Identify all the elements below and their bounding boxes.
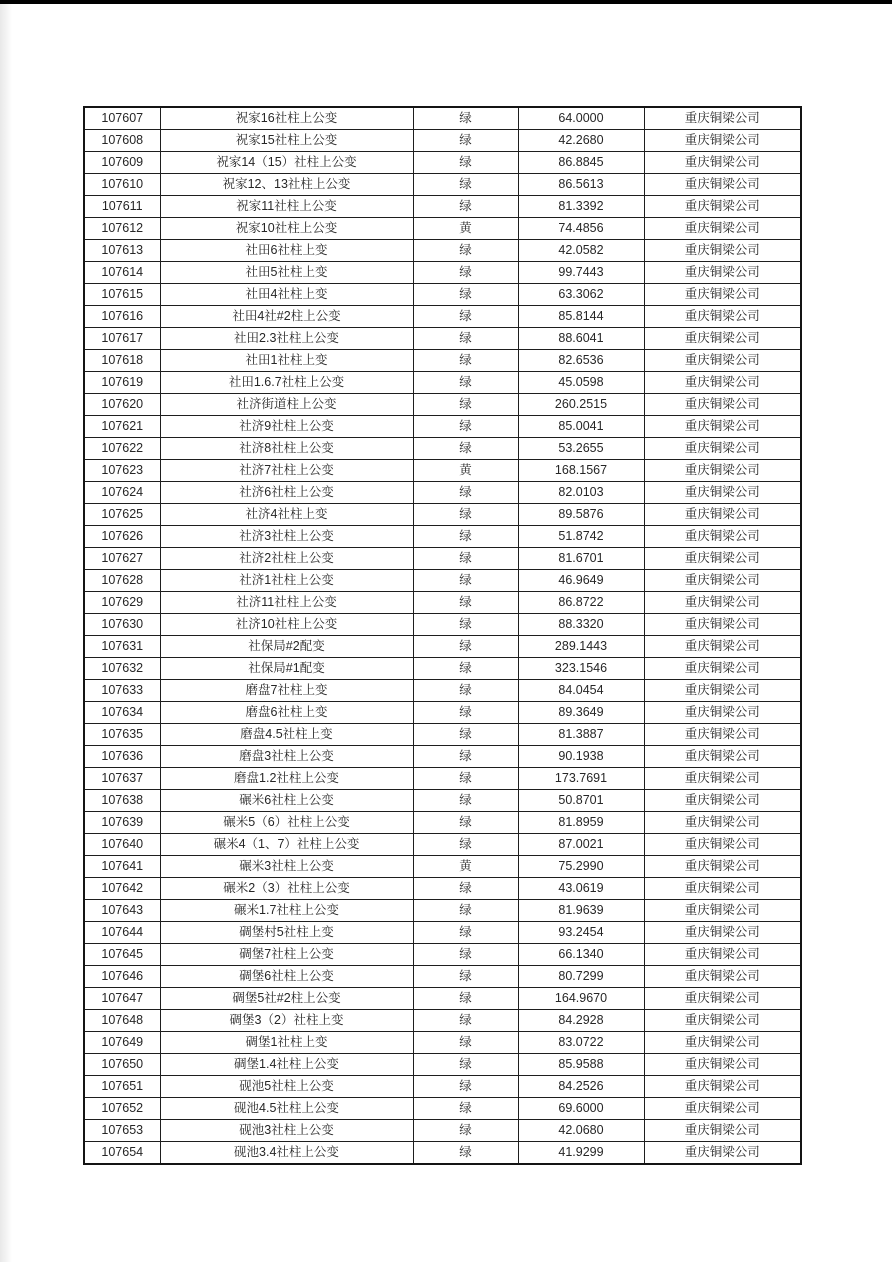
cell-status: 绿	[413, 1054, 518, 1076]
cell-company: 重庆铜梁公司	[644, 702, 801, 724]
cell-status: 绿	[413, 174, 518, 196]
table-row	[84, 878, 801, 900]
cell-company: 重庆铜梁公司	[644, 328, 801, 350]
table-row	[84, 372, 801, 394]
cell-status: 绿	[413, 900, 518, 922]
cell-status: 绿	[413, 350, 518, 372]
cell-transformer-name: 砚池5社柱上公变	[160, 1076, 413, 1098]
cell-transformer-name: 社田1社柱上变	[160, 350, 413, 372]
cell-value: 74.4856	[518, 218, 644, 240]
cell-company: 重庆铜梁公司	[644, 372, 801, 394]
table-body	[84, 107, 801, 1164]
cell-value: 84.2526	[518, 1076, 644, 1098]
table-row	[84, 350, 801, 372]
cell-transformer-name: 碉堡1社柱上变	[160, 1032, 413, 1054]
cell-transformer-name: 社济6社柱上公变	[160, 482, 413, 504]
cell-status: 绿	[413, 1142, 518, 1165]
cell-status: 绿	[413, 372, 518, 394]
cell-value: 86.8722	[518, 592, 644, 614]
cell-record-id: 107618	[84, 350, 160, 372]
cell-record-id: 107648	[84, 1010, 160, 1032]
cell-company: 重庆铜梁公司	[644, 152, 801, 174]
cell-record-id: 107653	[84, 1120, 160, 1142]
cell-status: 绿	[413, 768, 518, 790]
cell-value: 85.8144	[518, 306, 644, 328]
table-row	[84, 416, 801, 438]
cell-value: 41.9299	[518, 1142, 644, 1165]
cell-record-id: 107634	[84, 702, 160, 724]
cell-value: 42.2680	[518, 130, 644, 152]
cell-status: 黄	[413, 856, 518, 878]
cell-value: 80.7299	[518, 966, 644, 988]
table-row	[84, 130, 801, 152]
cell-value: 82.6536	[518, 350, 644, 372]
cell-company: 重庆铜梁公司	[644, 130, 801, 152]
cell-transformer-name: 社济4社柱上变	[160, 504, 413, 526]
cell-record-id: 107627	[84, 548, 160, 570]
cell-value: 42.0582	[518, 240, 644, 262]
cell-company: 重庆铜梁公司	[644, 900, 801, 922]
cell-transformer-name: 砚池3.4社柱上公变	[160, 1142, 413, 1165]
cell-company: 重庆铜梁公司	[644, 1142, 801, 1165]
cell-record-id: 107614	[84, 262, 160, 284]
table-row	[84, 482, 801, 504]
cell-value: 51.8742	[518, 526, 644, 548]
cell-company: 重庆铜梁公司	[644, 636, 801, 658]
cell-company: 重庆铜梁公司	[644, 1098, 801, 1120]
cell-status: 绿	[413, 834, 518, 856]
cell-status: 绿	[413, 394, 518, 416]
cell-status: 绿	[413, 1010, 518, 1032]
cell-company: 重庆铜梁公司	[644, 262, 801, 284]
table-row	[84, 856, 801, 878]
cell-company: 重庆铜梁公司	[644, 768, 801, 790]
cell-value: 84.2928	[518, 1010, 644, 1032]
cell-value: 45.0598	[518, 372, 644, 394]
cell-value: 99.7443	[518, 262, 644, 284]
cell-record-id: 107647	[84, 988, 160, 1010]
table-row	[84, 812, 801, 834]
cell-value: 85.9588	[518, 1054, 644, 1076]
cell-status: 绿	[413, 724, 518, 746]
table-row	[84, 966, 801, 988]
cell-company: 重庆铜梁公司	[644, 394, 801, 416]
cell-record-id: 107643	[84, 900, 160, 922]
table-row	[84, 196, 801, 218]
cell-status: 绿	[413, 1032, 518, 1054]
table-row	[84, 548, 801, 570]
cell-record-id: 107625	[84, 504, 160, 526]
cell-company: 重庆铜梁公司	[644, 240, 801, 262]
cell-transformer-name: 碾米4（1、7）社柱上公变	[160, 834, 413, 856]
cell-company: 重庆铜梁公司	[644, 570, 801, 592]
cell-transformer-name: 碾米2（3）社柱上公变	[160, 878, 413, 900]
cell-status: 绿	[413, 240, 518, 262]
cell-transformer-name: 磨盘4.5社柱上变	[160, 724, 413, 746]
cell-transformer-name: 磨盘7社柱上变	[160, 680, 413, 702]
cell-status: 绿	[413, 680, 518, 702]
cell-value: 323.1546	[518, 658, 644, 680]
cell-status: 绿	[413, 658, 518, 680]
cell-transformer-name: 社田5社柱上变	[160, 262, 413, 284]
cell-value: 168.1567	[518, 460, 644, 482]
cell-record-id: 107611	[84, 196, 160, 218]
cell-company: 重庆铜梁公司	[644, 526, 801, 548]
cell-transformer-name: 祝家10社柱上公变	[160, 218, 413, 240]
cell-company: 重庆铜梁公司	[644, 548, 801, 570]
cell-status: 绿	[413, 1076, 518, 1098]
cell-value: 260.2515	[518, 394, 644, 416]
cell-company: 重庆铜梁公司	[644, 350, 801, 372]
cell-status: 绿	[413, 636, 518, 658]
cell-value: 50.8701	[518, 790, 644, 812]
cell-transformer-name: 社济街道柱上公变	[160, 394, 413, 416]
cell-value: 69.6000	[518, 1098, 644, 1120]
table-row	[84, 1120, 801, 1142]
cell-record-id: 107644	[84, 922, 160, 944]
cell-status: 绿	[413, 262, 518, 284]
cell-record-id: 107612	[84, 218, 160, 240]
cell-transformer-name: 社田1.6.7社柱上公变	[160, 372, 413, 394]
cell-status: 绿	[413, 196, 518, 218]
cell-value: 75.2990	[518, 856, 644, 878]
cell-status: 绿	[413, 504, 518, 526]
cell-record-id: 107649	[84, 1032, 160, 1054]
cell-value: 87.0021	[518, 834, 644, 856]
cell-company: 重庆铜梁公司	[644, 966, 801, 988]
cell-record-id: 107609	[84, 152, 160, 174]
cell-value: 86.8845	[518, 152, 644, 174]
cell-transformer-name: 碉堡3（2）社柱上变	[160, 1010, 413, 1032]
cell-status: 绿	[413, 130, 518, 152]
cell-status: 绿	[413, 526, 518, 548]
cell-record-id: 107645	[84, 944, 160, 966]
table-row	[84, 988, 801, 1010]
table-row	[84, 240, 801, 262]
cell-record-id: 107608	[84, 130, 160, 152]
table-row	[84, 504, 801, 526]
cell-record-id: 107630	[84, 614, 160, 636]
cell-value: 173.7691	[518, 768, 644, 790]
table-row	[84, 328, 801, 350]
transformer-table	[83, 106, 802, 1165]
cell-record-id: 107616	[84, 306, 160, 328]
cell-company: 重庆铜梁公司	[644, 1054, 801, 1076]
table-row	[84, 768, 801, 790]
table-row	[84, 152, 801, 174]
cell-record-id: 107652	[84, 1098, 160, 1120]
cell-transformer-name: 磨盘1.2社柱上公变	[160, 768, 413, 790]
cell-value: 85.0041	[518, 416, 644, 438]
cell-value: 83.0722	[518, 1032, 644, 1054]
table-row	[84, 460, 801, 482]
cell-value: 53.2655	[518, 438, 644, 460]
cell-status: 绿	[413, 790, 518, 812]
cell-record-id: 107620	[84, 394, 160, 416]
table-row	[84, 218, 801, 240]
cell-transformer-name: 碉堡5社#2柱上公变	[160, 988, 413, 1010]
cell-company: 重庆铜梁公司	[644, 174, 801, 196]
cell-record-id: 107626	[84, 526, 160, 548]
table-row	[84, 570, 801, 592]
cell-transformer-name: 社田2.3社柱上公变	[160, 328, 413, 350]
cell-value: 164.9670	[518, 988, 644, 1010]
cell-status: 绿	[413, 922, 518, 944]
cell-company: 重庆铜梁公司	[644, 922, 801, 944]
cell-transformer-name: 社济3社柱上公变	[160, 526, 413, 548]
cell-status: 绿	[413, 152, 518, 174]
cell-record-id: 107654	[84, 1142, 160, 1165]
cell-status: 绿	[413, 944, 518, 966]
cell-transformer-name: 社保局#1配变	[160, 658, 413, 680]
cell-record-id: 107642	[84, 878, 160, 900]
cell-value: 46.9649	[518, 570, 644, 592]
cell-company: 重庆铜梁公司	[644, 944, 801, 966]
cell-company: 重庆铜梁公司	[644, 1076, 801, 1098]
table-row	[84, 658, 801, 680]
cell-record-id: 107646	[84, 966, 160, 988]
table-row	[84, 746, 801, 768]
cell-record-id: 107640	[84, 834, 160, 856]
cell-value: 82.0103	[518, 482, 644, 504]
cell-status: 绿	[413, 306, 518, 328]
cell-company: 重庆铜梁公司	[644, 438, 801, 460]
cell-value: 289.1443	[518, 636, 644, 658]
cell-company: 重庆铜梁公司	[644, 284, 801, 306]
cell-company: 重庆铜梁公司	[644, 856, 801, 878]
cell-record-id: 107607	[84, 107, 160, 130]
cell-transformer-name: 碾米1.7社柱上公变	[160, 900, 413, 922]
cell-status: 绿	[413, 1098, 518, 1120]
cell-value: 66.1340	[518, 944, 644, 966]
cell-company: 重庆铜梁公司	[644, 218, 801, 240]
cell-value: 88.3320	[518, 614, 644, 636]
cell-company: 重庆铜梁公司	[644, 482, 801, 504]
cell-value: 90.1938	[518, 746, 644, 768]
cell-record-id: 107651	[84, 1076, 160, 1098]
cell-status: 绿	[413, 107, 518, 130]
cell-transformer-name: 砚池3社柱上公变	[160, 1120, 413, 1142]
scan-top-edge-bar	[0, 0, 892, 4]
cell-status: 绿	[413, 702, 518, 724]
cell-company: 重庆铜梁公司	[644, 724, 801, 746]
cell-transformer-name: 祝家11社柱上公变	[160, 196, 413, 218]
cell-value: 64.0000	[518, 107, 644, 130]
cell-status: 绿	[413, 812, 518, 834]
cell-company: 重庆铜梁公司	[644, 658, 801, 680]
cell-company: 重庆铜梁公司	[644, 878, 801, 900]
table-row	[84, 1010, 801, 1032]
cell-status: 绿	[413, 1120, 518, 1142]
cell-value: 89.3649	[518, 702, 644, 724]
cell-value: 81.3887	[518, 724, 644, 746]
cell-value: 81.9639	[518, 900, 644, 922]
cell-company: 重庆铜梁公司	[644, 1120, 801, 1142]
cell-company: 重庆铜梁公司	[644, 196, 801, 218]
table-row	[84, 724, 801, 746]
cell-company: 重庆铜梁公司	[644, 1010, 801, 1032]
table-row	[84, 1032, 801, 1054]
cell-transformer-name: 碾米6社柱上公变	[160, 790, 413, 812]
cell-company: 重庆铜梁公司	[644, 306, 801, 328]
cell-status: 绿	[413, 328, 518, 350]
table-row	[84, 284, 801, 306]
cell-transformer-name: 社济11社柱上公变	[160, 592, 413, 614]
cell-transformer-name: 社济8社柱上公变	[160, 438, 413, 460]
cell-transformer-name: 社济10社柱上公变	[160, 614, 413, 636]
table-row	[84, 834, 801, 856]
table-row	[84, 636, 801, 658]
cell-status: 绿	[413, 284, 518, 306]
cell-record-id: 107629	[84, 592, 160, 614]
table-row	[84, 702, 801, 724]
cell-value: 84.0454	[518, 680, 644, 702]
cell-status: 绿	[413, 592, 518, 614]
cell-record-id: 107610	[84, 174, 160, 196]
cell-value: 63.3062	[518, 284, 644, 306]
cell-record-id: 107639	[84, 812, 160, 834]
cell-company: 重庆铜梁公司	[644, 988, 801, 1010]
cell-value: 81.8959	[518, 812, 644, 834]
cell-value: 86.5613	[518, 174, 644, 196]
cell-company: 重庆铜梁公司	[644, 592, 801, 614]
cell-transformer-name: 社田4社#2柱上公变	[160, 306, 413, 328]
cell-transformer-name: 祝家16社柱上公变	[160, 107, 413, 130]
cell-transformer-name: 碉堡村5社柱上变	[160, 922, 413, 944]
cell-transformer-name: 祝家15社柱上公变	[160, 130, 413, 152]
cell-record-id: 107622	[84, 438, 160, 460]
cell-company: 重庆铜梁公司	[644, 812, 801, 834]
cell-company: 重庆铜梁公司	[644, 504, 801, 526]
cell-status: 绿	[413, 614, 518, 636]
cell-transformer-name: 社田4社柱上变	[160, 284, 413, 306]
table-row	[84, 1076, 801, 1098]
cell-transformer-name: 社济1社柱上公变	[160, 570, 413, 592]
cell-status: 绿	[413, 416, 518, 438]
cell-status: 绿	[413, 570, 518, 592]
cell-record-id: 107641	[84, 856, 160, 878]
cell-status: 绿	[413, 548, 518, 570]
cell-transformer-name: 碉堡7社柱上公变	[160, 944, 413, 966]
table-row	[84, 107, 801, 130]
cell-transformer-name: 祝家12、13社柱上公变	[160, 174, 413, 196]
cell-value: 42.0680	[518, 1120, 644, 1142]
cell-transformer-name: 社济9社柱上公变	[160, 416, 413, 438]
table-row	[84, 680, 801, 702]
cell-company: 重庆铜梁公司	[644, 790, 801, 812]
cell-status: 绿	[413, 746, 518, 768]
cell-value: 81.6701	[518, 548, 644, 570]
cell-record-id: 107623	[84, 460, 160, 482]
cell-record-id: 107621	[84, 416, 160, 438]
cell-record-id: 107617	[84, 328, 160, 350]
table-row	[84, 900, 801, 922]
table-row	[84, 306, 801, 328]
cell-company: 重庆铜梁公司	[644, 107, 801, 130]
cell-value: 43.0619	[518, 878, 644, 900]
cell-transformer-name: 社保局#2配变	[160, 636, 413, 658]
cell-record-id: 107624	[84, 482, 160, 504]
cell-transformer-name: 社济2社柱上公变	[160, 548, 413, 570]
cell-value: 81.3392	[518, 196, 644, 218]
cell-record-id: 107632	[84, 658, 160, 680]
cell-transformer-name: 社田6社柱上变	[160, 240, 413, 262]
cell-transformer-name: 砚池4.5社柱上公变	[160, 1098, 413, 1120]
cell-value: 88.6041	[518, 328, 644, 350]
cell-transformer-name: 碉堡6社柱上公变	[160, 966, 413, 988]
table-row	[84, 592, 801, 614]
cell-transformer-name: 磨盘6社柱上变	[160, 702, 413, 724]
cell-status: 黄	[413, 460, 518, 482]
cell-value: 93.2454	[518, 922, 644, 944]
cell-record-id: 107631	[84, 636, 160, 658]
cell-transformer-name: 碉堡1.4社柱上公变	[160, 1054, 413, 1076]
cell-status: 绿	[413, 482, 518, 504]
cell-company: 重庆铜梁公司	[644, 614, 801, 636]
cell-record-id: 107619	[84, 372, 160, 394]
cell-status: 绿	[413, 878, 518, 900]
cell-transformer-name: 碾米5（6）社柱上公变	[160, 812, 413, 834]
table-row	[84, 174, 801, 196]
cell-record-id: 107637	[84, 768, 160, 790]
cell-status: 绿	[413, 438, 518, 460]
table-row	[84, 614, 801, 636]
table-row	[84, 394, 801, 416]
table-row	[84, 438, 801, 460]
cell-record-id: 107615	[84, 284, 160, 306]
cell-transformer-name: 碾米3社柱上公变	[160, 856, 413, 878]
table-row	[84, 526, 801, 548]
cell-company: 重庆铜梁公司	[644, 834, 801, 856]
table-row	[84, 1142, 801, 1165]
table-row	[84, 922, 801, 944]
cell-company: 重庆铜梁公司	[644, 1032, 801, 1054]
cell-record-id: 107635	[84, 724, 160, 746]
cell-status: 绿	[413, 988, 518, 1010]
cell-status: 黄	[413, 218, 518, 240]
cell-status: 绿	[413, 966, 518, 988]
cell-company: 重庆铜梁公司	[644, 680, 801, 702]
cell-record-id: 107613	[84, 240, 160, 262]
table-row	[84, 944, 801, 966]
cell-company: 重庆铜梁公司	[644, 746, 801, 768]
table-row	[84, 1098, 801, 1120]
cell-company: 重庆铜梁公司	[644, 460, 801, 482]
table-row	[84, 790, 801, 812]
cell-value: 89.5876	[518, 504, 644, 526]
cell-record-id: 107628	[84, 570, 160, 592]
cell-record-id: 107650	[84, 1054, 160, 1076]
cell-company: 重庆铜梁公司	[644, 416, 801, 438]
cell-record-id: 107638	[84, 790, 160, 812]
cell-record-id: 107633	[84, 680, 160, 702]
cell-record-id: 107636	[84, 746, 160, 768]
cell-transformer-name: 社济7社柱上公变	[160, 460, 413, 482]
cell-transformer-name: 祝家14（15）社柱上公变	[160, 152, 413, 174]
table-row	[84, 1054, 801, 1076]
table-row	[84, 262, 801, 284]
cell-transformer-name: 磨盘3社柱上公变	[160, 746, 413, 768]
